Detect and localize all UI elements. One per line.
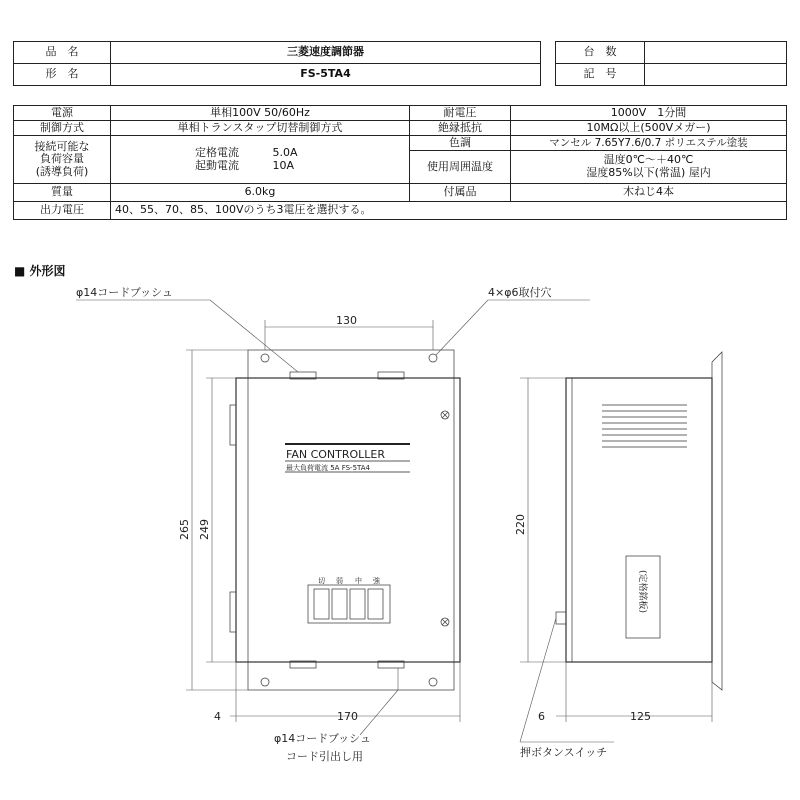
load-label-line2: 負荷容量 xyxy=(40,152,84,166)
switch-strong-button xyxy=(368,589,383,619)
control-value: 単相トランスタップ切替制御方式 xyxy=(111,121,410,136)
mass-label: 質量 xyxy=(14,184,111,202)
section-title: ■ 外形図 xyxy=(14,264,66,278)
fan-controller-title: FAN CONTROLLER xyxy=(286,448,386,461)
dim-width-bottom: 170 xyxy=(337,710,358,723)
switch-weak-button xyxy=(332,589,347,619)
rating-plate-label: (定格銘板) xyxy=(637,570,647,614)
start-current-value: 10A xyxy=(272,158,295,172)
quantity-label: 台 数 xyxy=(556,42,645,64)
color-value: マンセル 7.65Y7.6/0.7 ポリエステル塗装 xyxy=(511,136,787,151)
control-label: 制御方式 xyxy=(14,121,111,136)
cord-bush-bottom-label: φ14コードブッシュ xyxy=(274,732,371,745)
ambient-humidity: 湿度85%以下(常温) 屋内 xyxy=(586,166,711,179)
accessory-label: 付属品 xyxy=(410,184,511,202)
switch-label-weak: 弱 xyxy=(336,577,343,585)
start-current-label: 起動電流 xyxy=(195,158,239,172)
mount-hole-tl xyxy=(261,354,269,362)
screw-bottom-icon xyxy=(441,618,449,626)
side-mounting-flange xyxy=(712,352,722,690)
product-name-label: 品 名 xyxy=(14,42,111,64)
dim-height-inner: 249 xyxy=(198,519,211,540)
rated-current-value: 5.0A xyxy=(272,145,298,159)
insulation-value: 10MΩ以上(500Vメガー) xyxy=(511,121,787,136)
rated-current-label: 定格電流 xyxy=(195,145,239,159)
model-value: FS-5TA4 xyxy=(111,64,541,86)
power-label: 電源 xyxy=(14,106,111,121)
symbol-label: 記 号 xyxy=(556,64,645,86)
cord-bush-top-label: φ14コードブッシュ xyxy=(76,286,173,299)
product-name-value: 三菱速度調節器 xyxy=(111,42,541,64)
push-button-label: 押ボタンスイッチ xyxy=(520,746,608,759)
color-label: 色調 xyxy=(410,136,511,151)
dim-side-height: 220 xyxy=(514,514,527,535)
withstand-label: 耐電圧 xyxy=(410,106,511,121)
dim-bottom-offset: 4 xyxy=(214,710,221,723)
front-mounting-plate xyxy=(248,350,454,690)
dim-height-outer: 265 xyxy=(178,519,191,540)
switch-label-strong: 強 xyxy=(373,577,380,585)
side-body xyxy=(566,378,712,662)
screw-top-icon xyxy=(441,411,449,419)
switch-mid-button xyxy=(350,589,365,619)
output-label: 出力電圧 xyxy=(14,202,111,220)
withstand-value: 1000V 1分間 xyxy=(511,106,787,121)
switch-off-button xyxy=(314,589,329,619)
ambient-temp: 温度0℃～＋40℃ xyxy=(603,153,694,167)
dim-side-offset: 6 xyxy=(538,710,545,723)
hinge-left-top xyxy=(230,405,236,445)
side-vents xyxy=(602,405,687,447)
mount-hole-br xyxy=(429,678,437,686)
dim-depth: 125 xyxy=(630,710,651,723)
model-label: 形 名 xyxy=(14,64,111,86)
insulation-label: 絶縁抵抗 xyxy=(410,121,511,136)
push-button-switch xyxy=(556,612,566,624)
mount-hole-bl xyxy=(261,678,269,686)
dim-width-top: 130 xyxy=(336,314,357,327)
switch-panel xyxy=(308,585,390,623)
mount-hole-tr xyxy=(429,354,437,362)
switch-label-off: 切 xyxy=(318,577,325,585)
power-value: 単相100V 50/60Hz xyxy=(111,106,410,121)
cord-out-label: コード引出し用 xyxy=(286,750,363,763)
ambient-label: 使用周囲温度 xyxy=(410,151,511,184)
accessory-value: 木ねじ4本 xyxy=(511,184,787,202)
mass-value: 6.0kg xyxy=(111,184,410,202)
fan-controller-sub: 最大負荷電流 5A FS-5TA4 xyxy=(286,464,370,472)
front-body xyxy=(236,378,460,662)
load-label-line3: (誘導負荷) xyxy=(35,164,89,178)
switch-label-mid: 中 xyxy=(355,577,362,585)
hinge-left-bottom xyxy=(230,592,236,632)
load-label-line1: 接続可能な xyxy=(34,139,90,153)
mount-holes-label: 4×φ6取付穴 xyxy=(488,286,552,299)
output-value: 40、55、70、85、100Vのうち3電圧を選択する。 xyxy=(111,202,787,220)
